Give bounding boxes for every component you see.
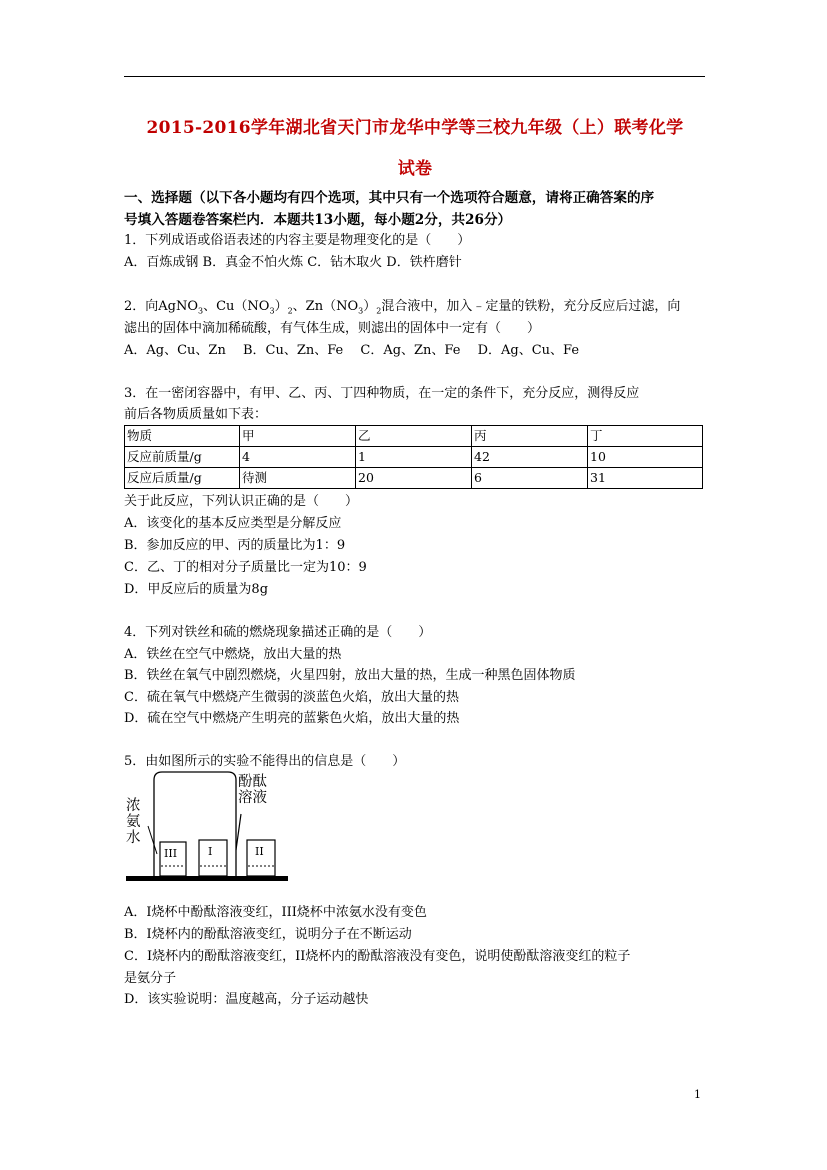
table-cell: 反应前质量/g (125, 447, 240, 468)
base-plate (126, 876, 288, 881)
section-heading-line2: 号填入答题卷答案栏内．本题共13小题，每小题2分，共26分） (124, 212, 512, 228)
section-heading-line1: 一、选择题（以下各小题均有四个选项，其中只有一个选项符合题意，请将正确答案的序 (124, 190, 655, 206)
exam-title-line2: 试卷 (397, 159, 433, 179)
table-header-row (125, 426, 703, 447)
q4-option-b: B．铁丝在氧气中剧烈燃烧，火星四射，放出大量的热，生成一种黑色固体物质 (124, 668, 576, 683)
q1-stem: 1．下列成语或俗语表述的内容主要是物理变化的是（ ） (124, 233, 471, 248)
q3-stem-line2: 前后各物质质量如下表： (124, 407, 268, 422)
table-cell: 乙 (356, 426, 472, 447)
table-cell: 10 (588, 447, 703, 468)
table-row (125, 468, 703, 489)
ammonia-pointer (148, 826, 157, 854)
q5-option-d: D．该实验说明：温度越高，分子运动越快 (124, 992, 369, 1007)
table-cell: 物质 (125, 426, 240, 447)
q5-option-b: B．I烧杯内的酚酞溶液变红，说明分子在不断运动 (124, 927, 412, 942)
table-cell: 反应后质量/g (125, 468, 240, 489)
table-cell: 待测 (240, 468, 356, 489)
q3-option-a: A．该变化的基本反应类型是分解反应 (124, 516, 342, 531)
q2-options: A．Ag、Cu、Zn B．Cu、Zn、Fe C．Ag、Zn、Fe D．Ag、Cu、Fe (124, 343, 580, 358)
q5-option-c-cont: 是氨分子 (124, 971, 177, 986)
beaker-iii-label: III (164, 847, 178, 860)
table-cell: 6 (472, 468, 588, 489)
q3-option-d: D．甲反应后的质量为8g (124, 582, 269, 597)
q4-stem: 4．下列对铁丝和硫的燃烧现象描述正确的是（ ） (124, 625, 432, 640)
q3-mass-table (124, 425, 703, 489)
q3-option-b: B．参加反应的甲、丙的质量比为1：9 (124, 538, 346, 553)
q5-option-c: C．I烧杯内的酚酞溶液变红，II烧杯内的酚酞溶液没有变色，说明使酚酞溶液变红的粒子 (124, 949, 631, 964)
table-cell: 31 (588, 468, 703, 489)
q4-option-c: C．硫在氧气中燃烧产生微弱的淡蓝色火焰，放出大量的热 (124, 690, 459, 705)
q1-options: A．百炼成钢 B．真金不怕火炼 C．钻木取火 D．铁杵磨针 (124, 255, 462, 270)
q3-option-c: C．乙、丁的相对分子质量比一定为10：9 (124, 560, 367, 575)
q4-option-d: D．硫在空气中燃烧产生明亮的蓝紫色火焰，放出大量的热 (124, 711, 460, 726)
q3-stem-line1: 3．在一密闭容器中，有甲、乙、丙、丁四种物质，在一定的条件下，充分反应，测得反应 (124, 386, 640, 401)
q2-stem-line1: 2．向AgNO$_3$、$Cu(NO_3)_2$、$Zn(NO_3)_2$混合液中，加入﹣定量的铁粉，充分反应后过滤，向 (124, 299, 681, 316)
q4-option-a: A．铁丝在空气中燃烧，放出大量的热 (124, 647, 342, 662)
q5-option-a: A．I烧杯中酚酞溶液变红，III烧杯中浓氨水没有变色 (124, 905, 427, 920)
table-cell: 20 (356, 468, 472, 489)
table-cell: 4 (240, 447, 356, 468)
q5-stem: 5．由如图所示的实验不能得出的信息是（ ） (124, 754, 406, 769)
dropper-line (236, 814, 241, 850)
table-cell: 丁 (588, 426, 703, 447)
exam-title-line1: 2015-2016学年湖北省天门市龙华中学等三校九年级（上）联考化学 (146, 118, 684, 138)
page-number: 1 (694, 1088, 701, 1101)
table-cell: 甲 (240, 426, 356, 447)
header-rule (124, 76, 705, 77)
table-cell: 1 (356, 447, 472, 468)
experiment-figure (124, 770, 294, 884)
table-cell: 42 (472, 447, 588, 468)
q2-stem-line2: 滤出的固体中滴加稀硫酸，有气体生成，则滤出的固体中一定有（ ） (124, 321, 541, 336)
q3-question: 关于此反应，下列认识正确的是（ ） (124, 494, 359, 509)
table-cell: 丙 (472, 426, 588, 447)
table-row (125, 447, 703, 468)
beaker-i (199, 840, 227, 876)
ammonia-label: 浓 氨 水 (126, 798, 141, 846)
beaker-i-label: I (208, 845, 213, 858)
phenolphthalein-label: 酚酞 溶液 (238, 774, 267, 806)
beaker-ii-label: II (255, 845, 264, 858)
